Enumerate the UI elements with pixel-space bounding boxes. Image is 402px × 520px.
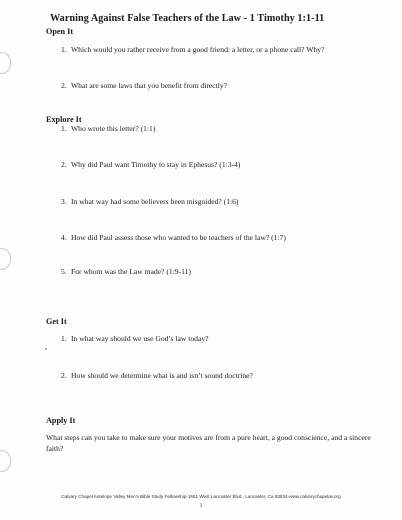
question-number: 1. <box>61 124 67 133</box>
question-text: Who wrote this letter? (1:1) <box>71 124 156 133</box>
explore-it-question-4 <box>61 233 286 242</box>
question-number: 3. <box>61 197 67 206</box>
section-heading-explore-it: Explore It <box>46 115 82 124</box>
question-text: In what way should we use God’s law today? <box>71 334 209 343</box>
get-it-question-1 <box>61 334 209 343</box>
explore-it-question-3 <box>61 197 238 206</box>
question-number: 2. <box>61 371 67 380</box>
punch-hole-mark <box>0 248 11 270</box>
punch-hole-mark <box>0 450 11 472</box>
explore-it-question-1 <box>61 124 155 133</box>
document-title: Warning Against False Teachers of the Law - 1 Timothy 1:1-11 <box>50 13 325 24</box>
apply-it-question: What steps can you take to make sure your motives are from a pure heart, a good conscience, and a sincere faith? <box>46 433 371 453</box>
page-number: 1 <box>199 503 203 509</box>
question-text: How did Paul assess those who wanted to be teachers of the law? (1:7) <box>71 233 286 242</box>
explore-it-question-5 <box>61 267 191 276</box>
question-text: Why did Paul want Timothy to stay in Ephesus? (1:3-4) <box>71 160 241 169</box>
section-heading-open-it: Open It <box>46 27 74 36</box>
question-number: 4. <box>61 233 67 242</box>
question-text: For whom was the Law made? (1:9-11) <box>71 267 191 276</box>
question-text: In what way had some believers been misguided? (1:6) <box>71 197 239 206</box>
section-heading-get-it: Get It <box>46 317 67 326</box>
explore-it-question-2 <box>61 160 240 169</box>
question-text: Which would you rather receive from a good friend: a letter, or a phone call? Why? <box>71 45 325 54</box>
question-text: How should we determine what is and isn’t sound doctrine? <box>71 371 253 380</box>
question-number: 1. <box>61 45 67 54</box>
open-it-question-2 <box>61 81 227 90</box>
scan-speck <box>45 348 47 350</box>
question-number: 1. <box>61 334 67 343</box>
punch-hole-mark <box>0 52 11 74</box>
footer-address: Calvary Chapel Antelope Valley Men’s Bible Study Fellowship-1661 West Lancaster Blvd., Lancaster, Ca 93534-www.calvarychapelav.org <box>61 494 341 499</box>
question-number: 5. <box>61 267 67 276</box>
open-it-question-1 <box>61 45 324 54</box>
get-it-question-2 <box>61 371 253 380</box>
question-number: 2. <box>61 81 67 90</box>
question-text: What are some laws that you benefit from directly? <box>71 81 228 90</box>
question-number: 2. <box>61 160 67 169</box>
section-heading-apply-it: Apply It <box>46 416 76 425</box>
